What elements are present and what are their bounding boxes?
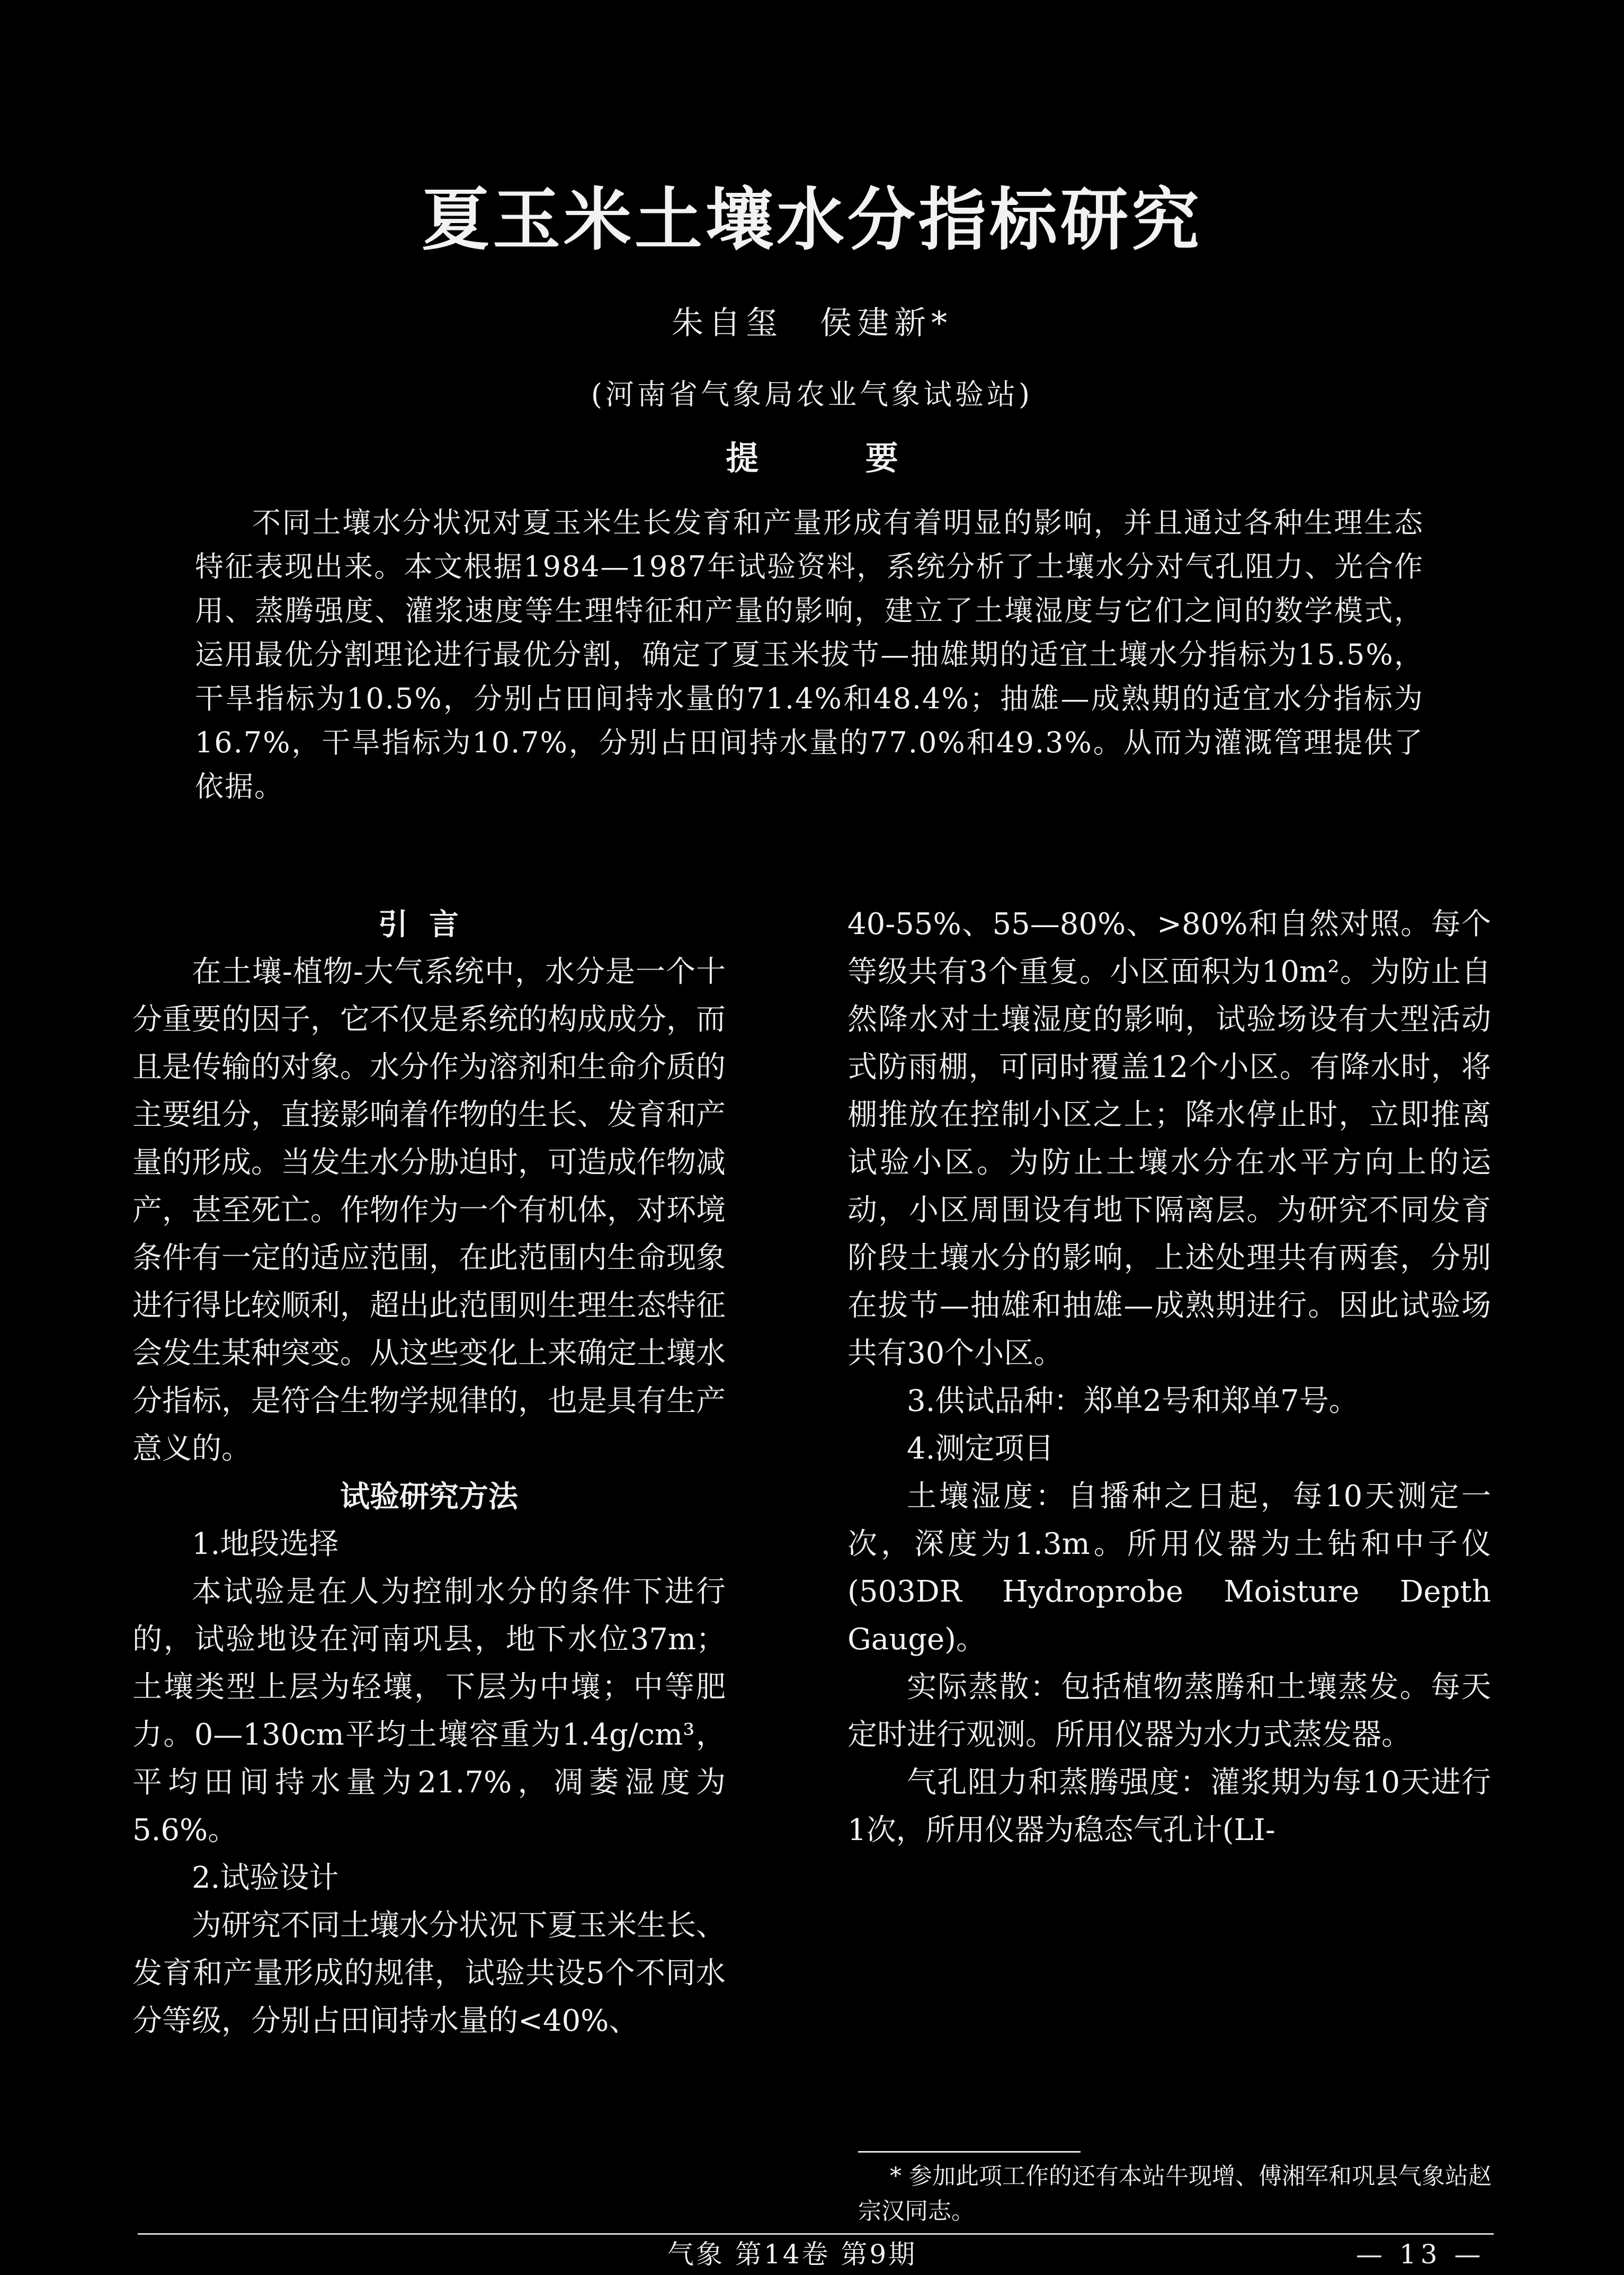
soil-moisture-paragraph: 土壤湿度：自播种之日起，每10天测定一次，深度为1.3m。所用仪器为土钻和中子仪(503DR Hydroprobe Moisture Depth Gauge)。 [847, 1479, 1491, 1657]
section-2-heading: 2.试验设计 [192, 1861, 339, 1895]
section-1-paragraph: 本试验是在人为控制水分的条件下进行的，试验地设在河南巩县，地下水位37m；土壤类型上层为轻壤，下层为中壤；中等肥力。0—130cm平均土壤容重为1.4g/cm³，平均田间持水量为21.7%，凋萎湿度为5.6%。 [132, 1575, 726, 1847]
abstract-heading: 提 要 [726, 439, 898, 477]
methods-heading: 试验研究方法 [340, 1479, 518, 1514]
footer-journal-info: 气象 第14卷 第9期 [667, 2239, 917, 2270]
section-1-heading: 1.地段选择 [192, 1527, 339, 1561]
footnote: * 参加此项工作的还有本站牛现增、傅湘军和巩县气象站赵宗汉同志。 [858, 2163, 1492, 2225]
footnote-divider [858, 2151, 1081, 2153]
affiliation: (河南省气象局农业气象试验站) [591, 378, 1033, 411]
paper-title: 夏玉米土壤水分指标研究 [421, 180, 1202, 260]
intro-heading: 引言 [378, 907, 480, 942]
left-column [132, 901, 726, 2045]
stomata-paragraph: 气孔阻力和蒸腾强度：灌浆期为每10天进行1次，所用仪器为稳态气孔计(LI- [847, 1765, 1491, 1847]
right-column [847, 901, 1491, 1854]
section-2-continued: 40-55%、55—80%、>80%和自然对照。每个等级共有3个重复。小区面积为10m²。为防止自然降水对土壤湿度的影响，试验场设有大型活动式防雨棚，可同时覆盖12个小区。有降水时，将棚推放在控制小区之上；降水停止时，立即推离试验小区。为防止土壤水分在水平方向上的运动，小区周围设有地下隔离层。为研究不同发育阶段土壤水分的影响，上述处理共有两套，分别在拔节—抽雄和抽雄—成熟期进行。因此试验场共有30个小区。 [847, 907, 1491, 1371]
evaporation-paragraph: 实际蒸散：包括植物蒸腾和土壤蒸发。每天定时进行观测。所用仪器为水力式蒸发器。 [847, 1670, 1491, 1752]
footer-divider [138, 2233, 1494, 2235]
authors: 朱自玺 侯建新* [672, 305, 952, 342]
intro-paragraph: 在土壤-植物-大气系统中，水分是一个十分重要的因子，它不仅是系统的构成成分，而且是传输的对象。水分作为溶剂和生命介质的主要组分，直接影响着作物的生长、发育和产量的形成。当发生水分胁迫时，可造成作物减产，甚至死亡。作物作为一个有机体，对环境条件有一定的适应范围，在此范围内生命现象进行得比较顺利，超出此范围则生理生态特征会发生某种突变。从这些变化上来确定土壤水分指标，是符合生物学规律的，也是具有生产意义的。 [132, 955, 726, 1466]
section-4-heading: 4.测定项目 [907, 1432, 1054, 1466]
abstract-text: 不同土壤水分状况对夏玉米生长发育和产量形成有着明显的影响，并且通过各种生理生态特征表现出来。本文根据1984—1987年试验资料，系统分析了土壤水分对气孔阻力、光合作用、蒸腾强度、灌浆速度等生理特征和产量的影响，建立了土壤湿度与它们之间的数学模式，运用最优分割理论进行最优分割，确定了夏玉米拔节—抽雄期的适宜土壤水分指标为15.5%，干旱指标为10.5%，分别占田间持水量的71.4%和48.4%；抽雄—成熟期的适宜水分指标为16.7%，干旱指标为10.7%，分别占田间持水量的77.0%和49.3%。从而为灌溉管理提供了依据。 [195, 506, 1424, 803]
page-number: — 13 — [1356, 2239, 1485, 2270]
section-2-paragraph: 为研究不同土壤水分状况下夏玉米生长、发育和产量形成的规律，试验共设5个不同水分等级，分别占田间持水量的<40%、 [132, 1908, 726, 2038]
section-3-line: 3.供试品种：郑单2号和郑单7号。 [907, 1384, 1359, 1418]
